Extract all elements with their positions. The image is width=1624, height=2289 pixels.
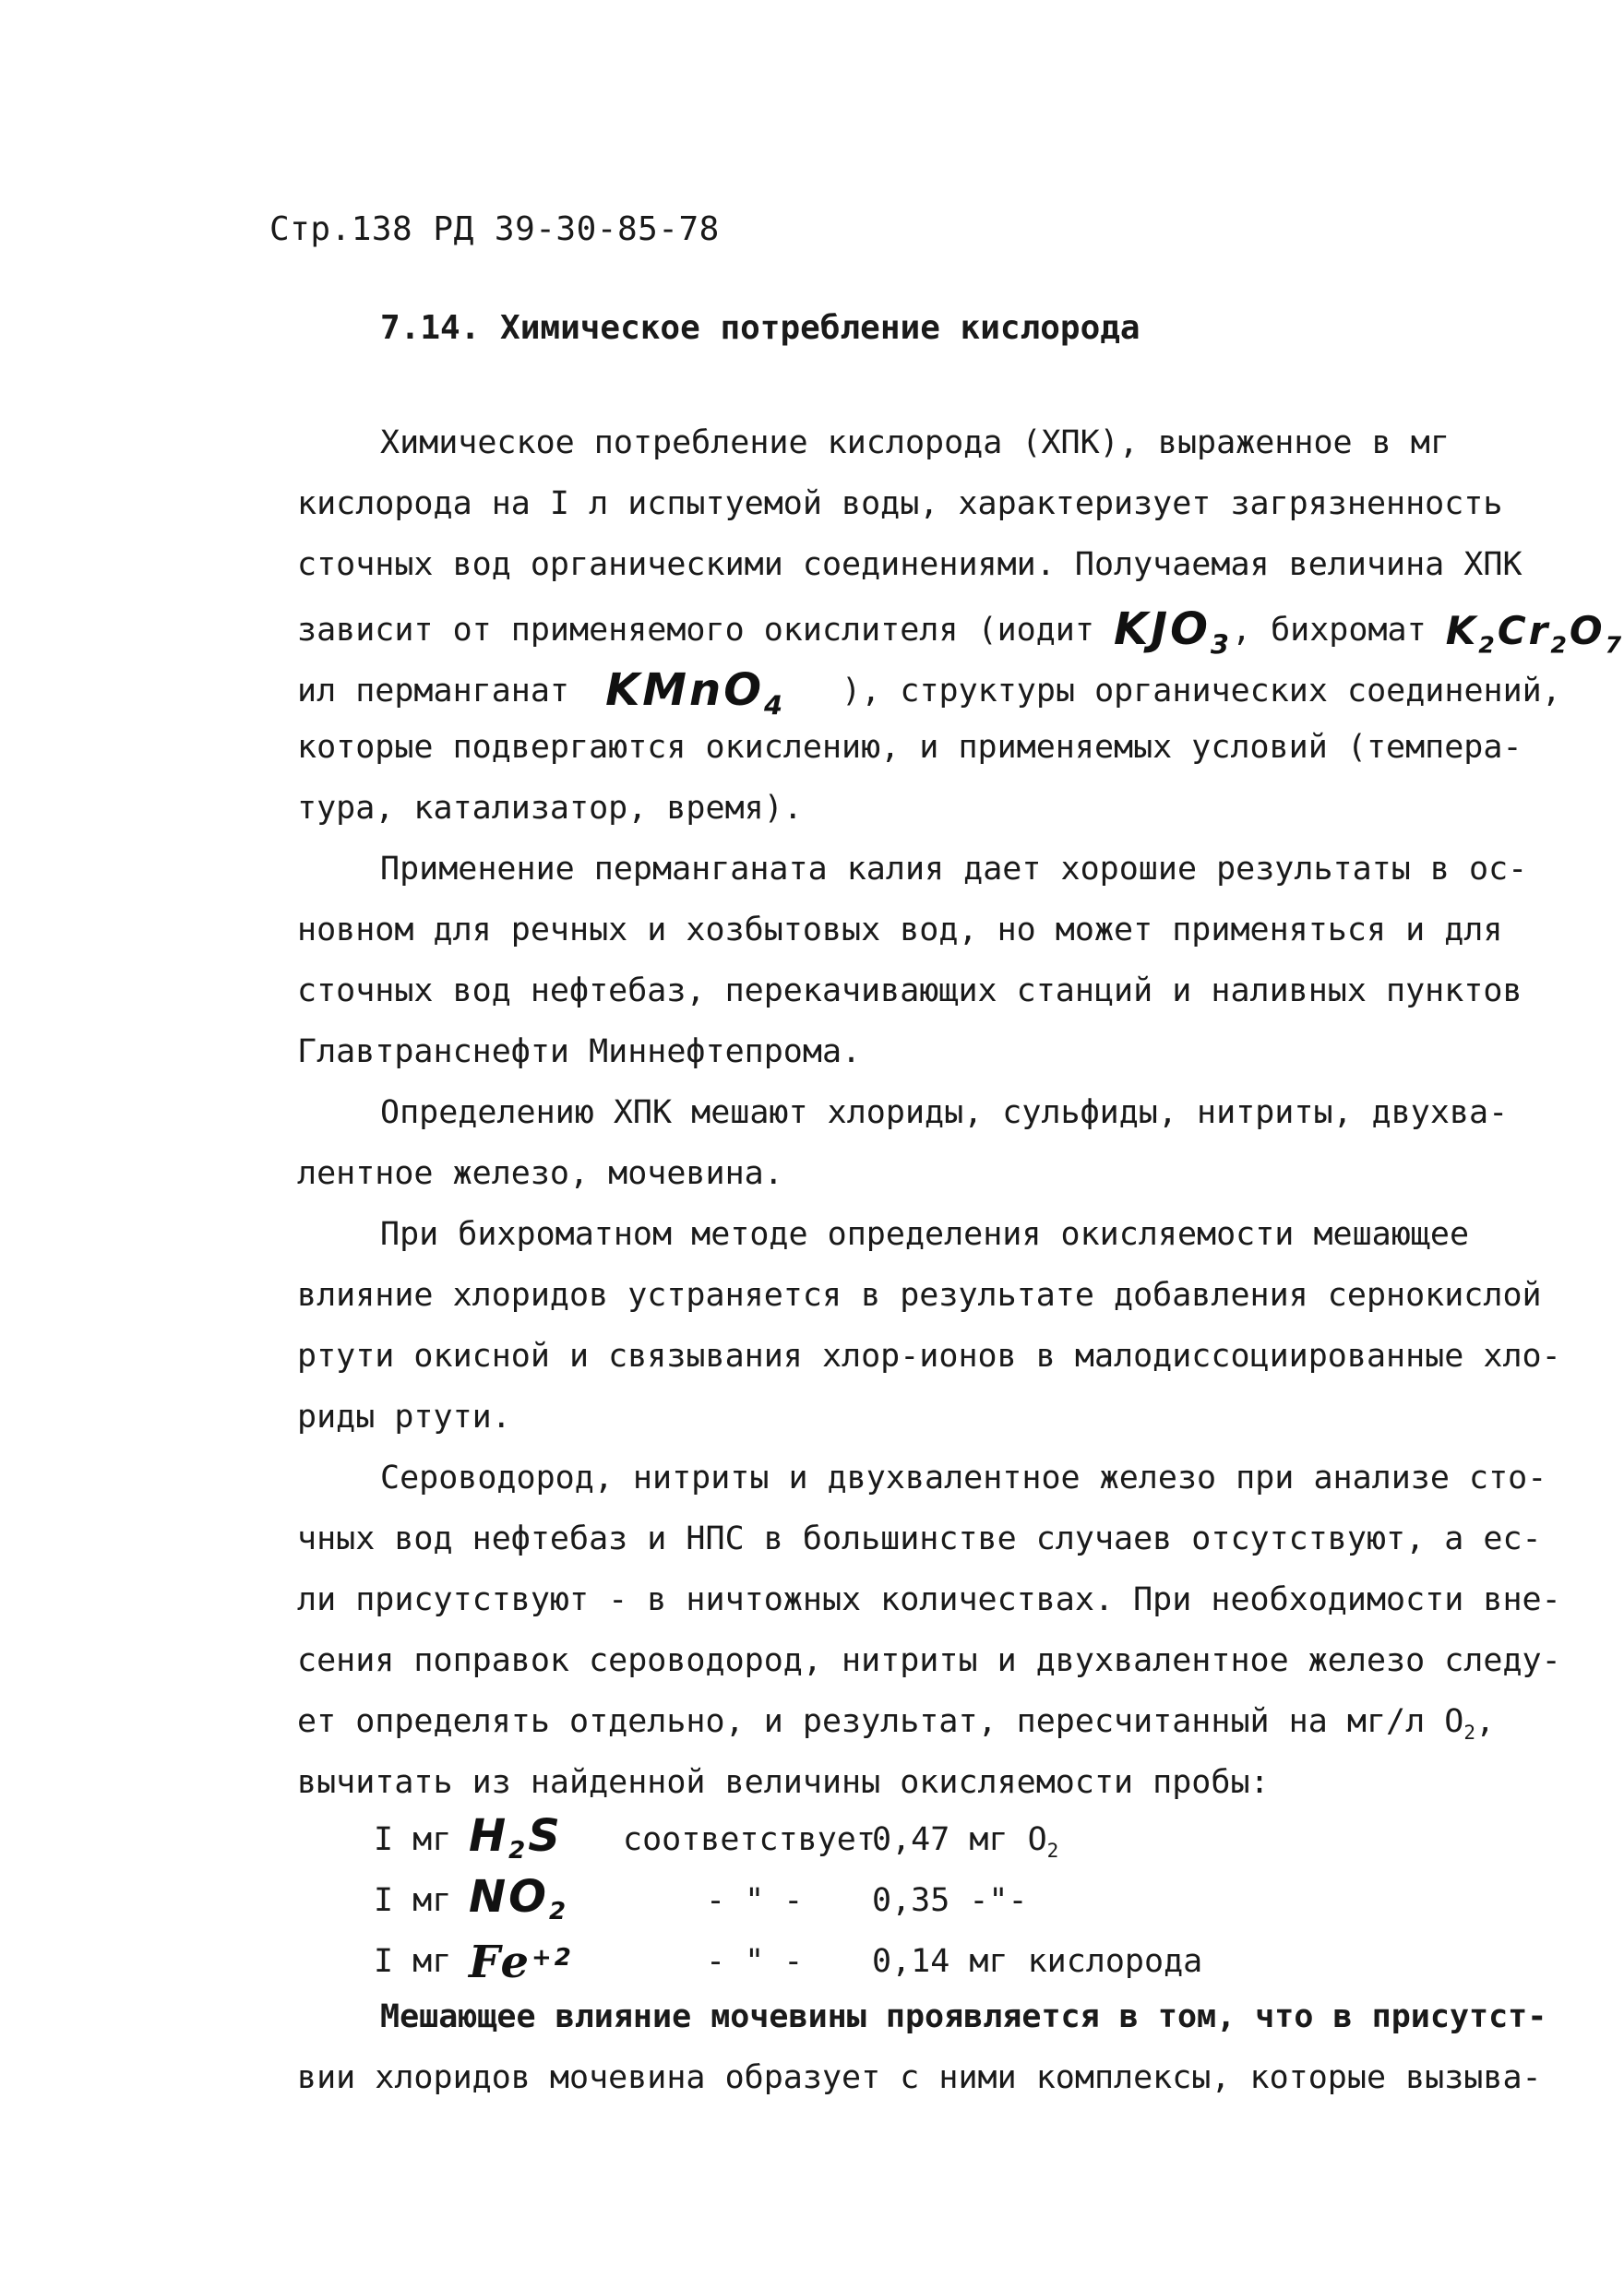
para2-line2: новном для речных и хозбытовых вод, но может применяться и для <box>297 912 1503 948</box>
para5-line2: чных вод нефтебаз и НПС в большинстве случаев отсутствуют, а ес- <box>297 1520 1542 1557</box>
formula-row-1-species <box>469 1810 563 1869</box>
h2s-h: H <box>469 1810 509 1862</box>
para3-line2: лентное железо, мочевина. <box>297 1155 783 1192</box>
h2s-s: S <box>528 1810 563 1862</box>
para1-line4-text-a: зависит от применяемого окислителя (иодит <box>297 612 1094 649</box>
para1-line5-text-b: ), структуры органических соединений, <box>842 673 1561 709</box>
para1-line5 <box>297 664 1561 721</box>
para4-line4: риды ртути. <box>297 1399 511 1436</box>
formula-row-3-value: 0,14 мг кислорода <box>872 1943 1203 1980</box>
para5-line5-text: ет определять отдельно, и результат, пересчитанный на мг/л O <box>297 1703 1464 1740</box>
formula-row-1-qty: I мг <box>374 1821 452 1858</box>
para1-line5-text-a: ил перманганат <box>297 673 570 709</box>
page-header: Стр.138 РД 39-30-85-78 <box>269 210 720 248</box>
formula-row-1-value-sub: 2 <box>1046 1840 1059 1862</box>
para1-line6: которые подвергаются окислению, и применяемых условий (темпера- <box>297 729 1522 766</box>
para6-line2: вии хлоридов мочевина образует с ними комплексы, которые вызыва- <box>297 2059 1542 2096</box>
kmno4-main: KMnO <box>605 664 765 716</box>
para2-line3: сточных вод нефтебаз, перекачивающих станций и наливных пунктов <box>297 972 1522 1009</box>
para2-line4: Главтранснефти Миннефтепрома. <box>297 1033 862 1070</box>
formula-row-3-species <box>469 1932 574 1988</box>
para5-line5 <box>297 1703 1496 1744</box>
formula-row-2-value: 0,35 -"- <box>872 1882 1028 1919</box>
no2-no: NO <box>469 1871 549 1923</box>
fe-charge: +2 <box>531 1944 574 1972</box>
para5-line5-comma: , <box>1475 1703 1496 1740</box>
k2cr2o7-o: O <box>1569 608 1606 653</box>
handwritten-formula-kmno4 <box>605 664 786 721</box>
k2cr2o7-sub1: 2 <box>1478 631 1498 659</box>
para4-line1: При бихроматном методе определения окисляемости мешающее <box>380 1216 1470 1253</box>
para4-line3: ртути окисной и связывания хлор-ионов в малодиссоциированные хло- <box>297 1338 1561 1375</box>
formula-row-2-qty: I мг <box>374 1882 452 1919</box>
formula-row-2-relation: - " - <box>706 1882 804 1919</box>
kio3-main: KJO <box>1114 603 1211 655</box>
formula-row-1-value <box>872 1818 1058 1873</box>
no2-sub: 2 <box>548 1898 569 1925</box>
handwritten-formula-k2cr2o7 <box>1445 608 1624 659</box>
kmno4-sub: 4 <box>764 689 786 721</box>
para1-line2: кислорода на I л испытуемой воды, характеризует загрязненность <box>297 485 1503 522</box>
para5-line6: вычитать из найденной величины окисляемости пробы: <box>297 1764 1270 1801</box>
formula-row-3-qty: I мг <box>374 1943 452 1980</box>
formula-row-1-value-text: 0,47 мг O <box>872 1821 1047 1858</box>
formula-row-2-species <box>469 1871 568 1930</box>
para6-line1: Мешающее влияние мочевины проявляется в том, что в присутст- <box>380 1998 1547 2035</box>
para1-line4-text-b: , бихромат <box>1231 612 1427 649</box>
h2s-sub: 2 <box>508 1837 529 1865</box>
k2cr2o7-k: K <box>1445 608 1479 653</box>
k2cr2o7-cr: Cr <box>1497 608 1551 653</box>
kio3-sub: 3 <box>1210 628 1232 661</box>
section-title: 7.14. Химическое потребление кислорода <box>380 309 1140 347</box>
para3-line1: Определению ХПК мешают хлориды, сульфиды, нитриты, двухва- <box>380 1094 1509 1131</box>
o2-sub: 2 <box>1463 1722 1475 1744</box>
handwritten-formula-kio3 <box>1114 603 1232 661</box>
formula-row-1-relation: соответствует <box>623 1821 876 1858</box>
para1-line4 <box>297 603 1624 661</box>
k2cr2o7-sub3: 7 <box>1605 631 1624 659</box>
para5-line1: Сероводород, нитриты и двухвалентное железо при анализе сто- <box>380 1460 1547 1496</box>
para1-line7: тура, катализатор, время). <box>297 790 803 827</box>
para4-line2: влияние хлоридов устраняется в результате добавления сернокислой <box>297 1277 1542 1314</box>
para2-line1: Применение перманганата калия дает хорошие результаты в ос- <box>380 851 1528 888</box>
fe-main: Fe <box>469 1936 531 1988</box>
k2cr2o7-sub2: 2 <box>1550 631 1570 659</box>
para5-line3: ли присутствуют - в ничтожных количествах. При необходимости вне- <box>297 1581 1561 1618</box>
para1-line3: сточных вод органическими соединениями. Получаемая величина ХПК <box>297 546 1522 583</box>
para5-line4: сения поправок сероводород, нитриты и двухвалентное железо следу- <box>297 1642 1561 1679</box>
para1-line1: Химическое потребление кислорода (ХПК), выраженное в мг <box>380 424 1450 461</box>
formula-row-3-relation: - " - <box>706 1943 804 1980</box>
